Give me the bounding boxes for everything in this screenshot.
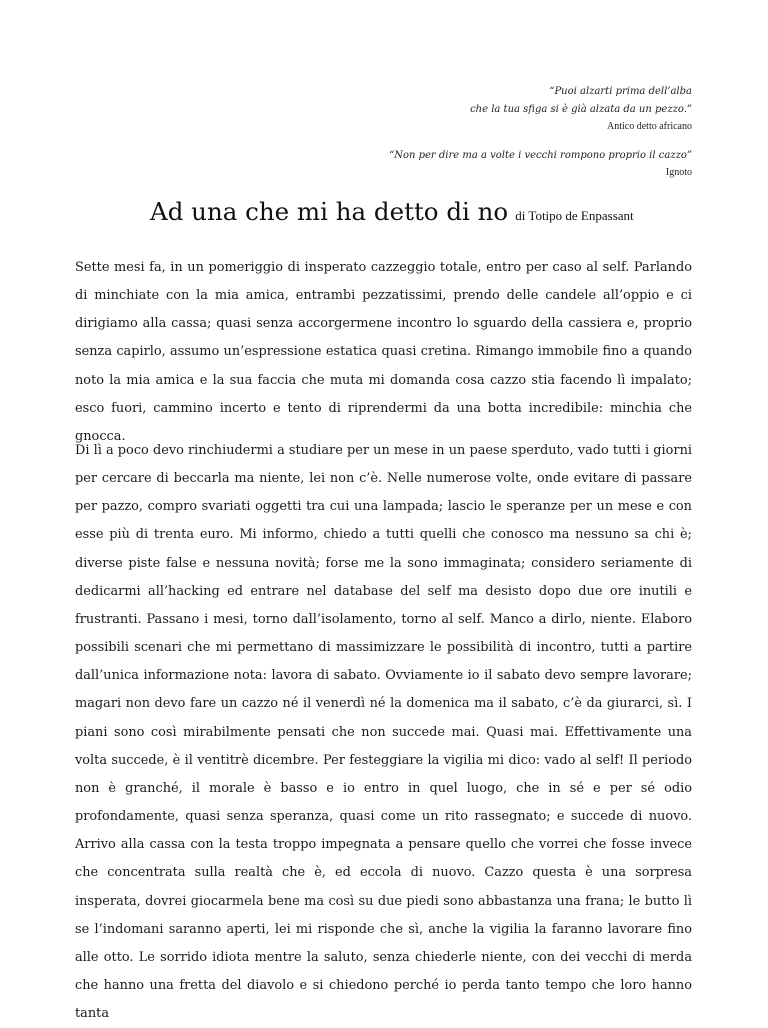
title-row [150, 197, 634, 226]
page-title: Ad una che mi ha detto di no [150, 197, 509, 226]
epigraph-line: “Non per dire ma a volte i vecchi rompono proprio il cazzo” [389, 150, 692, 161]
epigraph-line: “Puoi alzarti prima dell’alba [549, 86, 692, 97]
epigraph-attribution: Ignoto [665, 167, 692, 178]
body-paragraph: Di lì a poco devo rinchiudermi a studiare per un mese in un paese sperduto, vado tutti i giorni per cercare di beccarla ma niente, lei non c’è. Nelle numerose volte, onde evitare di passare per pazzo, compro svariati oggetti tra cui una lampada; lascio le speranze per un mese e con esse più di trenta euro. Mi informo, chiedo a tutti quelli che conosco ma nessuno sa chi è; diverse piste false e nessuna novità; forse me la sono immaginata; considero seriamente di dedicarmi all’hacking ed entrare nel database del self ma desisto dopo due ore inutili e frustranti. Passano i mesi, torno dall’isolamento, torno al self. Manco a dirlo, niente. Elaboro possibili scenari che mi permettano di massimizzare le possibilità di incontro, tutti a partire dall’unica informazione nota: lavora di sabato. Ovviamente io il sabato devo sempre lavorare; magari non devo fare un cazzo né il venerdì né la domenica ma il sabato, c’è da giurarci, sì. I piani sono così mirabilmente pensati che non succede mai. Quasi mai. Effettivamente una volta succede, è il ventitrè dicembre. Per festeggiare la vigilia mi dico: vado al self! Il periodo non è granché, il morale è basso e io entro in quel luogo, che in sé e per sé odio profondamente, quasi senza speranza, quasi come un rito rassegnato; e succede di nuovo. Arrivo alla cassa con la testa troppo impegnata a pensare quello che vorrei che fosse invece che concentrata sulla realtà che è, ed eccola di nuovo. Cazzo questa è una sorpresa insperata, dovrei giocarmela bene ma così su due piedi sono abbastanza una frana; le butto lì se l’indomani saranno aperti, lei mi risponde che sì, anche la vigilia la faranno lavorare fino alle otto. Le sorrido idiota mentre la saluto, senza chiederle niente, con dei vecchi di merda che hanno una fretta del diavolo e si chiedono perché io perda tanto tempo che loro hanno tanta [75, 443, 692, 1022]
body-paragraph: Sette mesi fa, in un pomeriggio di insperato cazzeggio totale, entro per caso al self. Parlando di minchiate con la mia amica, entrambi pezzatissimi, prendo delle candele all’oppio e ci dirigiamo alla cassa; quasi senza accorgermene incontro lo sguardo della cassiera e, proprio senza capirlo, assumo un’espressione estatica quasi cretina. Rimango immobile fino a quando noto la mia amica e la sua faccia che muta mi domanda cosa cazzo stia facendo lì impalato; esco fuori, cammino incerto e tento di riprendermi da una botta incredibile: minchia che gnocca. [75, 260, 692, 444]
author-byline: di Totipo de Enpassant [515, 208, 634, 223]
epigraph-line: che la tua sfiga si è già alzata da un pezzo.” [470, 104, 692, 115]
epigraph-african-saying [470, 83, 692, 135]
epigraph-attribution: Antico detto africano [607, 121, 692, 132]
epigraph-unknown [389, 147, 692, 181]
